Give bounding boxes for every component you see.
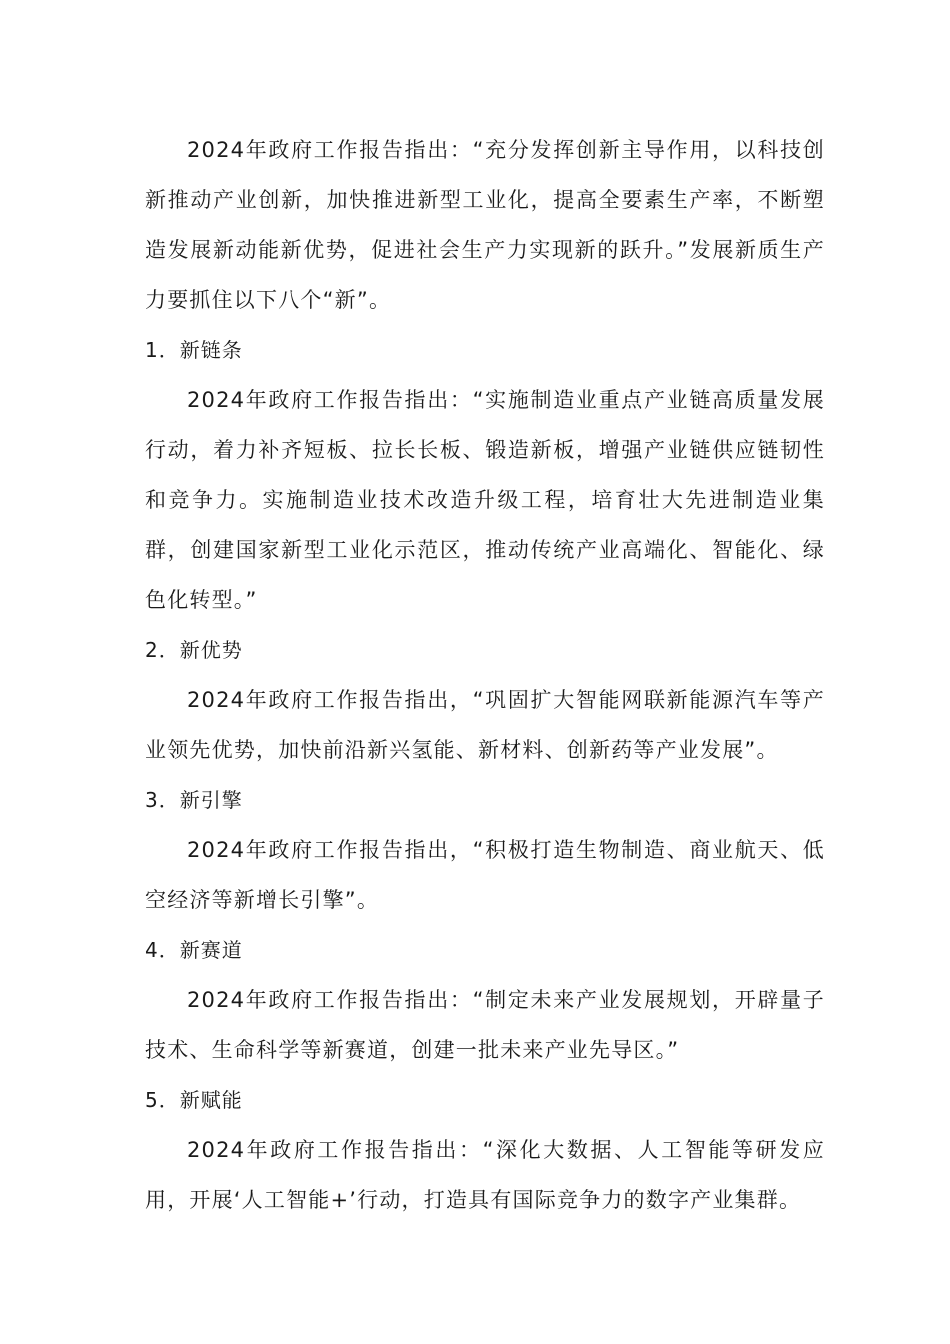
section-paragraph-1: 2024年政府工作报告指出：“实施制造业重点产业链高质量发展行动，着力补齐短板、拉长长板、锻造新板，增强产业链供应链韧性和竞争力。实施制造业技术改造升级工程，培育壮大先进制造业集群，创建国家新型工业化示范区，推动传统产业高端化、智能化、绿色化转型。” bbox=[145, 388, 825, 612]
section-paragraph-3: 2024年政府工作报告指出，“积极打造生物制造、商业航天、低空经济等新增长引擎”。 bbox=[145, 838, 825, 912]
document-body bbox=[145, 125, 825, 1225]
section-paragraph-5: 2024年政府工作报告指出：“深化大数据、人工智能等研发应用，开展‘人工智能+’行动，打造具有国际竞争力的数字产业集群。 bbox=[145, 1138, 825, 1212]
section-heading-2: 2．新优势 bbox=[145, 638, 243, 662]
section-heading-3: 3．新引擎 bbox=[145, 788, 243, 812]
section-paragraph-2: 2024年政府工作报告指出，“巩固扩大智能网联新能源汽车等产业领先优势，加快前沿新兴氢能、新材料、创新药等产业发展”。 bbox=[145, 688, 825, 762]
section-heading-5: 5．新赋能 bbox=[145, 1088, 243, 1112]
section-paragraph-4: 2024年政府工作报告指出：“制定未来产业发展规划，开辟量子技术、生命科学等新赛道，创建一批未来产业先导区。” bbox=[145, 988, 825, 1062]
section-heading-1: 1．新链条 bbox=[145, 338, 243, 362]
intro-paragraph: 2024年政府工作报告指出：“充分发挥创新主导作用，以科技创新推动产业创新，加快推进新型工业化，提高全要素生产率，不断塑造发展新动能新优势，促进社会生产力实现新的跃升。”发展新质生产力要抓住以下八个“新”。 bbox=[145, 138, 825, 312]
section-heading-4: 4．新赛道 bbox=[145, 938, 243, 962]
